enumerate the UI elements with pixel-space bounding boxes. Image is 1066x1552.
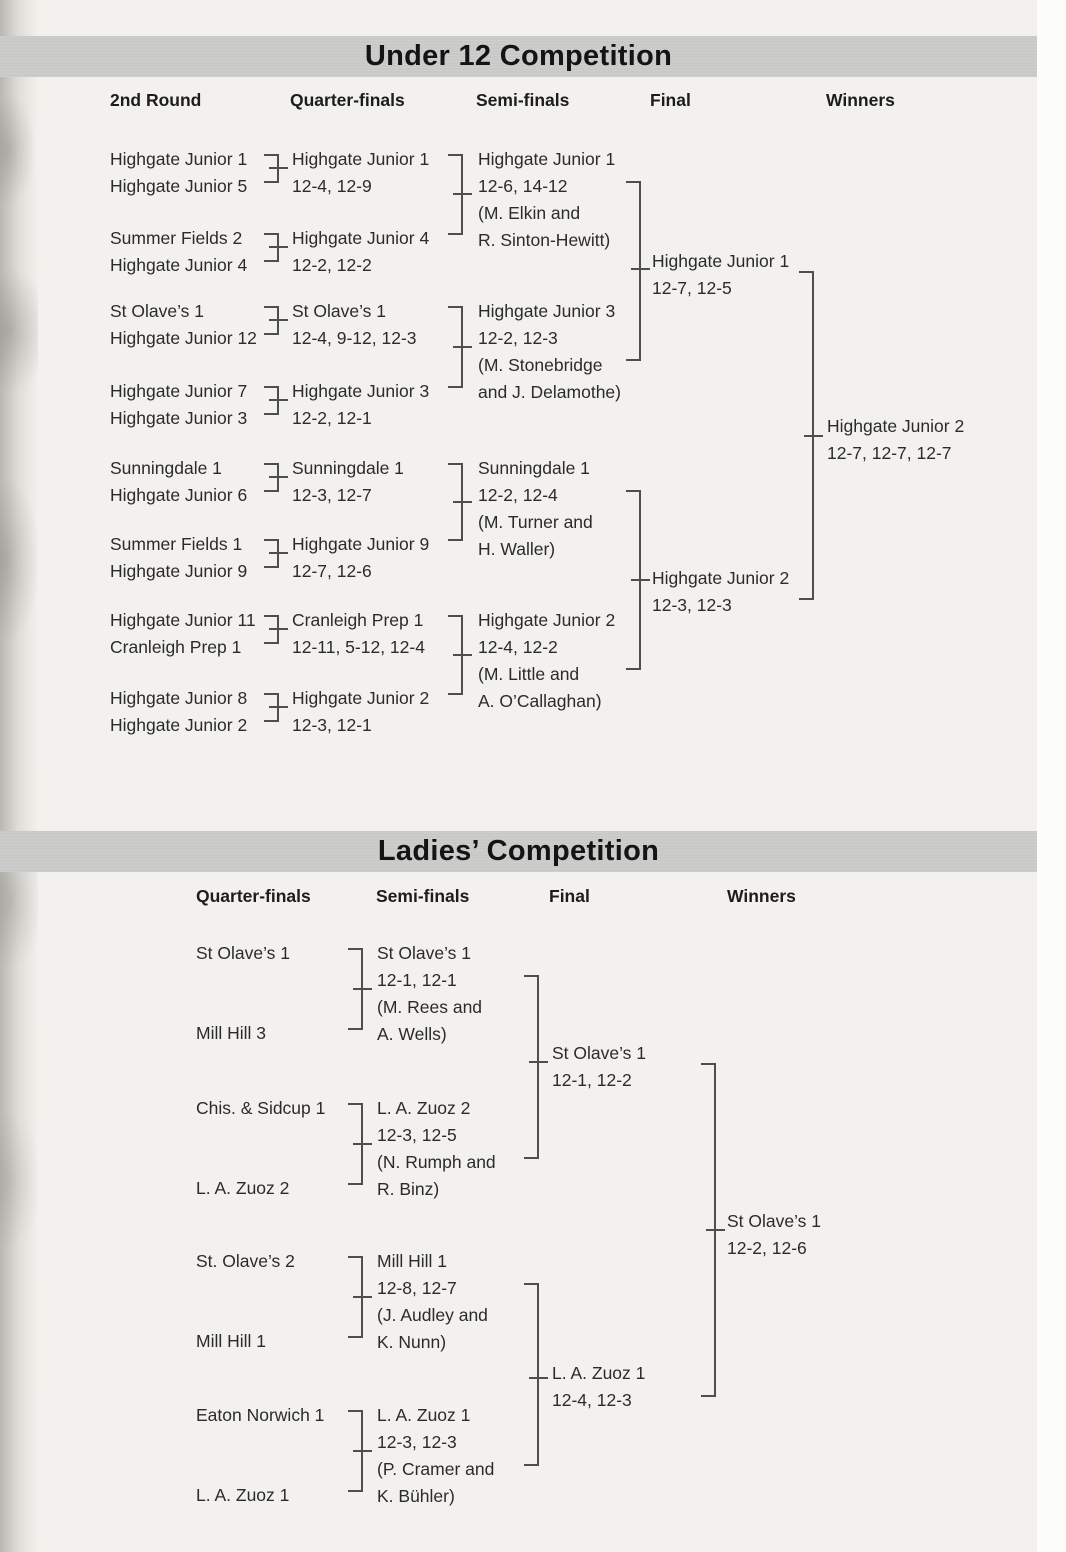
final-result — [552, 1040, 646, 1094]
team-name: Highgate Junior 8 — [110, 688, 248, 708]
advancing-team: Sunningdale 1 — [478, 458, 590, 478]
pair-players-line: (M. Turner and — [478, 512, 593, 532]
team-name: Highgate Junior 6 — [110, 485, 248, 505]
semi-final-result — [377, 940, 482, 1048]
final-result — [652, 565, 789, 619]
bracket-connector — [448, 616, 472, 694]
bracket-connector — [448, 307, 472, 387]
column-header-quarter-finals: Quarter-finals — [290, 90, 405, 110]
quarter-final-result — [292, 298, 417, 352]
advancing-team: Highgate Junior 1 — [652, 251, 790, 271]
team-name: L. A. Zuoz 1 — [196, 1485, 290, 1505]
team-name: St. Olave’s 2 — [196, 1251, 295, 1271]
second-round-pair — [110, 607, 256, 661]
column-header-winners: Winners — [727, 886, 796, 906]
quarter-final-result — [292, 607, 425, 661]
pair-players-line: R. Binz) — [377, 1179, 440, 1199]
second-round-pair — [110, 378, 247, 432]
team-name: Highgate Junior 3 — [110, 408, 248, 428]
advancing-team: St Olave’s 1 — [552, 1043, 647, 1063]
section-title-band — [0, 831, 1037, 872]
pair-players-line: (M. Little and — [478, 664, 580, 684]
semi-final-result — [377, 1248, 488, 1356]
bracket-connector — [264, 307, 288, 334]
advancing-team: L. A. Zuoz 2 — [377, 1098, 471, 1118]
bracket-connector — [448, 464, 472, 540]
tournament-winner — [827, 413, 964, 467]
bracket-connector — [264, 540, 288, 567]
match-score: 12-11, 5-12, 12-4 — [292, 637, 425, 657]
team-name: Summer Fields 2 — [110, 228, 243, 248]
column-header-winners: Winners — [826, 90, 895, 110]
bracket-connector — [264, 155, 288, 182]
match-score: 12-4, 12-3 — [552, 1390, 632, 1410]
winning-team: St Olave’s 1 — [727, 1211, 822, 1231]
advancing-team: Highgate Junior 2 — [478, 610, 616, 630]
advancing-team: Highgate Junior 2 — [292, 688, 430, 708]
column-header-quarter-finals: Quarter-finals — [196, 886, 311, 906]
pair-players-line: K. Nunn) — [377, 1332, 447, 1352]
semi-final-result — [377, 1095, 496, 1203]
advancing-team: St Olave’s 1 — [377, 943, 472, 963]
pair-players-line: (N. Rumph and — [377, 1152, 496, 1172]
advancing-team: Cranleigh Prep 1 — [292, 610, 424, 630]
bracket-connector — [524, 1284, 548, 1465]
quarter-final-result — [292, 531, 429, 585]
bracket-connector — [264, 387, 288, 414]
team-name: Highgate Junior 4 — [110, 255, 248, 275]
advancing-team: Highgate Junior 3 — [478, 301, 616, 321]
semi-final-result — [478, 298, 621, 406]
advancing-team: Mill Hill 1 — [377, 1251, 447, 1271]
team-name: Mill Hill 1 — [196, 1331, 266, 1351]
bracket-connector — [348, 1257, 372, 1337]
pair-players-line: (P. Cramer and — [377, 1459, 495, 1479]
bracket-connector — [264, 464, 288, 491]
pair-players-line: A. Wells) — [377, 1024, 447, 1044]
second-round-pair — [110, 531, 247, 585]
second-round-pair — [110, 146, 247, 200]
bracket-connector — [264, 616, 288, 643]
team-name: St Olave’s 1 — [196, 943, 291, 963]
team-name: Summer Fields 1 — [110, 534, 243, 554]
semi-final-result — [478, 607, 615, 715]
section-title-band — [0, 36, 1037, 77]
team-name: Chis. & Sidcup 1 — [196, 1098, 326, 1118]
pair-players-line: R. Sinton-Hewitt) — [478, 230, 611, 250]
advancing-team: Highgate Junior 2 — [652, 568, 790, 588]
bracket-connector — [799, 272, 823, 599]
team-name: Highgate Junior 11 — [110, 610, 256, 630]
bracket-connector — [701, 1064, 725, 1396]
advancing-team: Sunningdale 1 — [292, 458, 404, 478]
team-name: Highgate Junior 5 — [110, 176, 248, 196]
match-score: 12-2, 12-3 — [478, 328, 558, 348]
semi-final-result — [478, 146, 615, 254]
section-title: Under 12 Competition — [364, 40, 673, 72]
match-score: 12-8, 12-7 — [377, 1278, 457, 1298]
team-name: Highgate Junior 1 — [110, 149, 248, 169]
team-name: Highgate Junior 12 — [110, 328, 257, 348]
semi-final-result — [478, 455, 593, 563]
final-result — [652, 248, 789, 302]
pair-players-line: (M. Stonebridge — [478, 355, 603, 375]
winning-team: Highgate Junior 2 — [827, 416, 965, 436]
team-name: L. A. Zuoz 2 — [196, 1178, 290, 1198]
second-round-pair — [110, 225, 247, 279]
semi-final-result — [377, 1402, 494, 1510]
team-name: Highgate Junior 2 — [110, 715, 248, 735]
pair-players-line: A. O’Callaghan) — [478, 691, 602, 711]
quarter-final-result — [292, 455, 404, 509]
match-score: 12-7, 12-5 — [652, 278, 732, 298]
match-score: 12-2, 12-4 — [478, 485, 558, 505]
match-score: 12-3, 12-7 — [292, 485, 372, 505]
second-round-pair — [110, 685, 247, 739]
bracket-connector — [348, 1411, 372, 1491]
pair-players-line: (J. Audley and — [377, 1305, 488, 1325]
column-header-semi-finals: Semi-finals — [476, 90, 570, 110]
quarter-final-result — [292, 146, 429, 200]
tournament-winner — [727, 1208, 821, 1262]
team-name: Sunningdale 1 — [110, 458, 222, 478]
match-score: 12-3, 12-3 — [652, 595, 732, 615]
scan-gutter-shadow — [0, 0, 38, 1552]
match-score: 12-4, 9-12, 12-3 — [292, 328, 417, 348]
section-title: Ladies’ Competition — [377, 835, 660, 867]
match-score: 12-7, 12-6 — [292, 561, 372, 581]
match-score: 12-1, 12-2 — [552, 1070, 632, 1090]
bracket-connector — [348, 1104, 372, 1184]
second-round-pair — [110, 455, 247, 509]
column-header-semi-finals: Semi-finals — [376, 886, 470, 906]
pair-players-line: H. Waller) — [478, 539, 556, 559]
advancing-team: Highgate Junior 3 — [292, 381, 430, 401]
match-score: 12-4, 12-2 — [478, 637, 558, 657]
team-name: Highgate Junior 7 — [110, 381, 248, 401]
bracket-connector — [348, 949, 372, 1029]
team-name: Mill Hill 3 — [196, 1023, 266, 1043]
match-score: 12-6, 14-12 — [478, 176, 568, 196]
match-score: 12-3, 12-5 — [377, 1125, 457, 1145]
quarter-final-result — [292, 225, 429, 279]
match-score: 12-2, 12-2 — [292, 255, 372, 275]
match-score: 12-2, 12-6 — [727, 1238, 807, 1258]
pair-players-line: K. Bühler) — [377, 1486, 455, 1506]
pair-players-line: (M. Rees and — [377, 997, 483, 1017]
column-header-final: Final — [650, 90, 691, 110]
match-score: 12-3, 12-1 — [292, 715, 372, 735]
bracket-connector — [524, 976, 548, 1158]
team-name: St Olave’s 1 — [110, 301, 205, 321]
quarter-final-result — [292, 378, 429, 432]
advancing-team: L. A. Zuoz 1 — [377, 1405, 471, 1425]
advancing-team: Highgate Junior 1 — [292, 149, 430, 169]
advancing-team: Highgate Junior 4 — [292, 228, 430, 248]
quarter-final-result — [292, 685, 429, 739]
bracket-connector — [626, 182, 650, 360]
advancing-team: L. A. Zuoz 1 — [552, 1363, 646, 1383]
advancing-team: Highgate Junior 9 — [292, 534, 430, 554]
pair-players-line: and J. Delamothe) — [478, 382, 621, 402]
bracket-connector — [264, 234, 288, 261]
second-round-pair — [110, 298, 257, 352]
team-name: Eaton Norwich 1 — [196, 1405, 325, 1425]
pair-players-line: (M. Elkin and — [478, 203, 581, 223]
team-name: Highgate Junior 9 — [110, 561, 248, 581]
bracket-connector — [626, 491, 650, 669]
match-score: 12-1, 12-1 — [377, 970, 457, 990]
bracket-connector — [448, 155, 472, 234]
column-header-final: Final — [549, 886, 590, 906]
team-name: Cranleigh Prep 1 — [110, 637, 242, 657]
match-score: 12-3, 12-3 — [377, 1432, 457, 1452]
match-score: 12-2, 12-1 — [292, 408, 372, 428]
final-result — [552, 1360, 645, 1414]
match-score: 12-7, 12-7, 12-7 — [827, 443, 952, 463]
scan-right-margin — [1037, 0, 1066, 1552]
bracket-connector — [264, 694, 288, 721]
column-header-2nd-round: 2nd Round — [110, 90, 202, 110]
advancing-team: St Olave’s 1 — [292, 301, 387, 321]
match-score: 12-4, 12-9 — [292, 176, 372, 196]
advancing-team: Highgate Junior 1 — [478, 149, 616, 169]
